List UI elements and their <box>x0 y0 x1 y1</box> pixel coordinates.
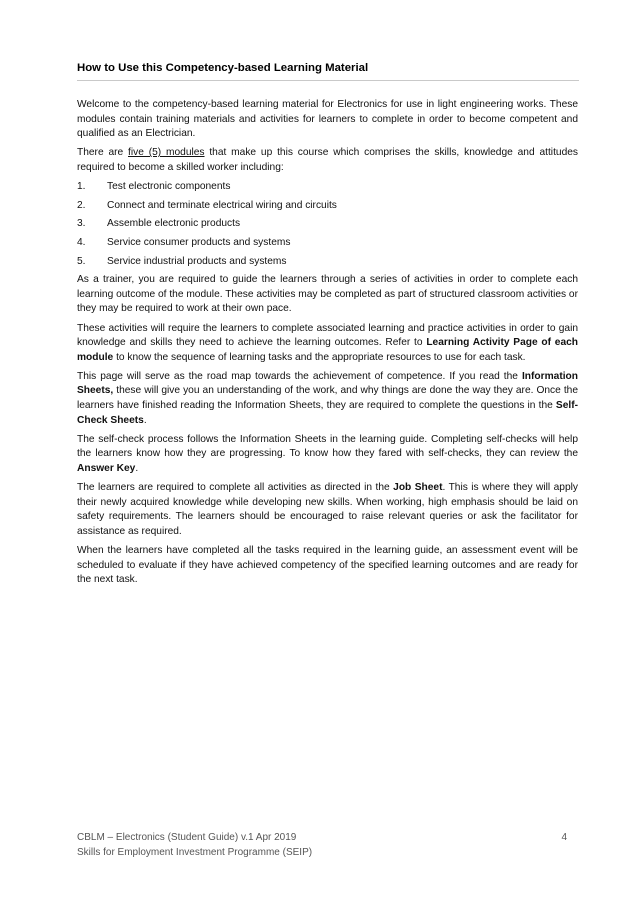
footer-document-title: CBLM – Electronics (Student Guide) v.1 Apr 2019 <box>77 832 297 843</box>
list-item-number: 1. <box>77 181 86 193</box>
jobsheet-paragraph <box>77 481 578 539</box>
learning-activity-page-bold: Learning Activity Page of each module <box>77 337 578 363</box>
document-body <box>77 98 578 593</box>
answer-key-bold: Answer Key <box>77 463 136 475</box>
modules-intro-pre: There are <box>77 147 129 159</box>
activities-pre: These activities will require the learners to complete associated learning and practice activities in order to gain knowledge and skills they need to achieve the learning outcomes. Refer to <box>77 322 578 349</box>
activities-paragraph <box>77 322 578 366</box>
jobsheet-pre: The learners are required to complete all activities as directed in the <box>77 482 394 494</box>
list-item-number: 4. <box>77 236 86 248</box>
list-item-text: Service industrial products and systems <box>107 255 287 267</box>
modules-intro-post: that make up this course which comprises the skills, knowledge and attitudes required to become a skilled worker including: <box>77 147 578 173</box>
modules-intro-paragraph <box>77 146 578 175</box>
roadmap-paragraph <box>77 370 578 428</box>
list-item-number: 3. <box>77 218 86 230</box>
list-item <box>77 236 578 251</box>
roadmap-pre: This page will serve as the road map towards the achievement of competence. If you read the <box>77 370 522 382</box>
five-modules-underlined: five (5) modules <box>128 147 205 159</box>
list-item <box>77 180 578 195</box>
assessment-paragraph: When the learners have completed all the tasks required in the learning guide, an assessment event will be scheduled to evaluate if they have achieved competency of the specified learning outcomes and are ready for the next task. <box>77 545 578 586</box>
module-list <box>77 180 578 269</box>
jobsheet-post: . This is where they will apply their newly acquired knowledge while developing new skills. When working, high emphasis should be laid on safety requirements. The learners should be encouraged to raise relevant queries or ask the facilitator for assistance as required. <box>77 482 578 537</box>
roadmap-mid: these will give you an understanding of the work, and why things are done the way they are. Once the learners have finished reading the Information Sheets, they are required to complete the questions in the <box>77 385 578 412</box>
information-sheets-bold: Information Sheets, <box>77 370 578 397</box>
list-item <box>77 199 578 214</box>
page-number: 4 <box>561 832 567 843</box>
selfcheck-pre: The self-check process follows the Information Sheets in the learning guide. Completing self-checks will help the learners know how they are progressing. To know how they fared with self-checks, they can review the <box>77 433 578 460</box>
job-sheet-bold: Job Sheet <box>393 482 443 494</box>
list-item-text: Connect and terminate electrical wiring and circuits <box>107 199 337 211</box>
list-item <box>77 255 578 270</box>
heading-divider <box>77 80 579 81</box>
self-check-sheets-bold: Self-Check Sheets <box>77 400 578 426</box>
selfcheck-post: . <box>135 463 139 475</box>
trainer-paragraph: As a trainer, you are required to guide the learners through a series of activities in order to complete each learning outcome of the module. These activities may be completed as part of structured classroom activities or they may be required to work at their own pace. <box>77 274 578 315</box>
list-item-text: Test electronic components <box>107 181 231 193</box>
list-item-number: 5. <box>77 255 86 267</box>
list-item <box>77 217 578 232</box>
list-item-number: 2. <box>77 199 86 211</box>
activities-post: to know the sequence of learning tasks and the appropriate resources to use for each task. <box>113 351 526 363</box>
selfcheck-paragraph <box>77 433 578 477</box>
list-item-text: Service consumer products and systems <box>107 236 291 248</box>
list-item-text: Assemble electronic products <box>107 218 241 230</box>
intro-paragraph: Welcome to the competency-based learning material for Electronics for use in light engineering works. These modules contain training materials and activities for learners to complete in order to become competent and qualified as an Electrician. <box>77 99 578 140</box>
page-footer <box>77 830 567 860</box>
page-heading: How to Use this Competency-based Learning Material <box>77 62 369 74</box>
roadmap-post: . <box>143 414 147 426</box>
footer-programme-name: Skills for Employment Investment Programme (SEIP) <box>77 847 313 858</box>
